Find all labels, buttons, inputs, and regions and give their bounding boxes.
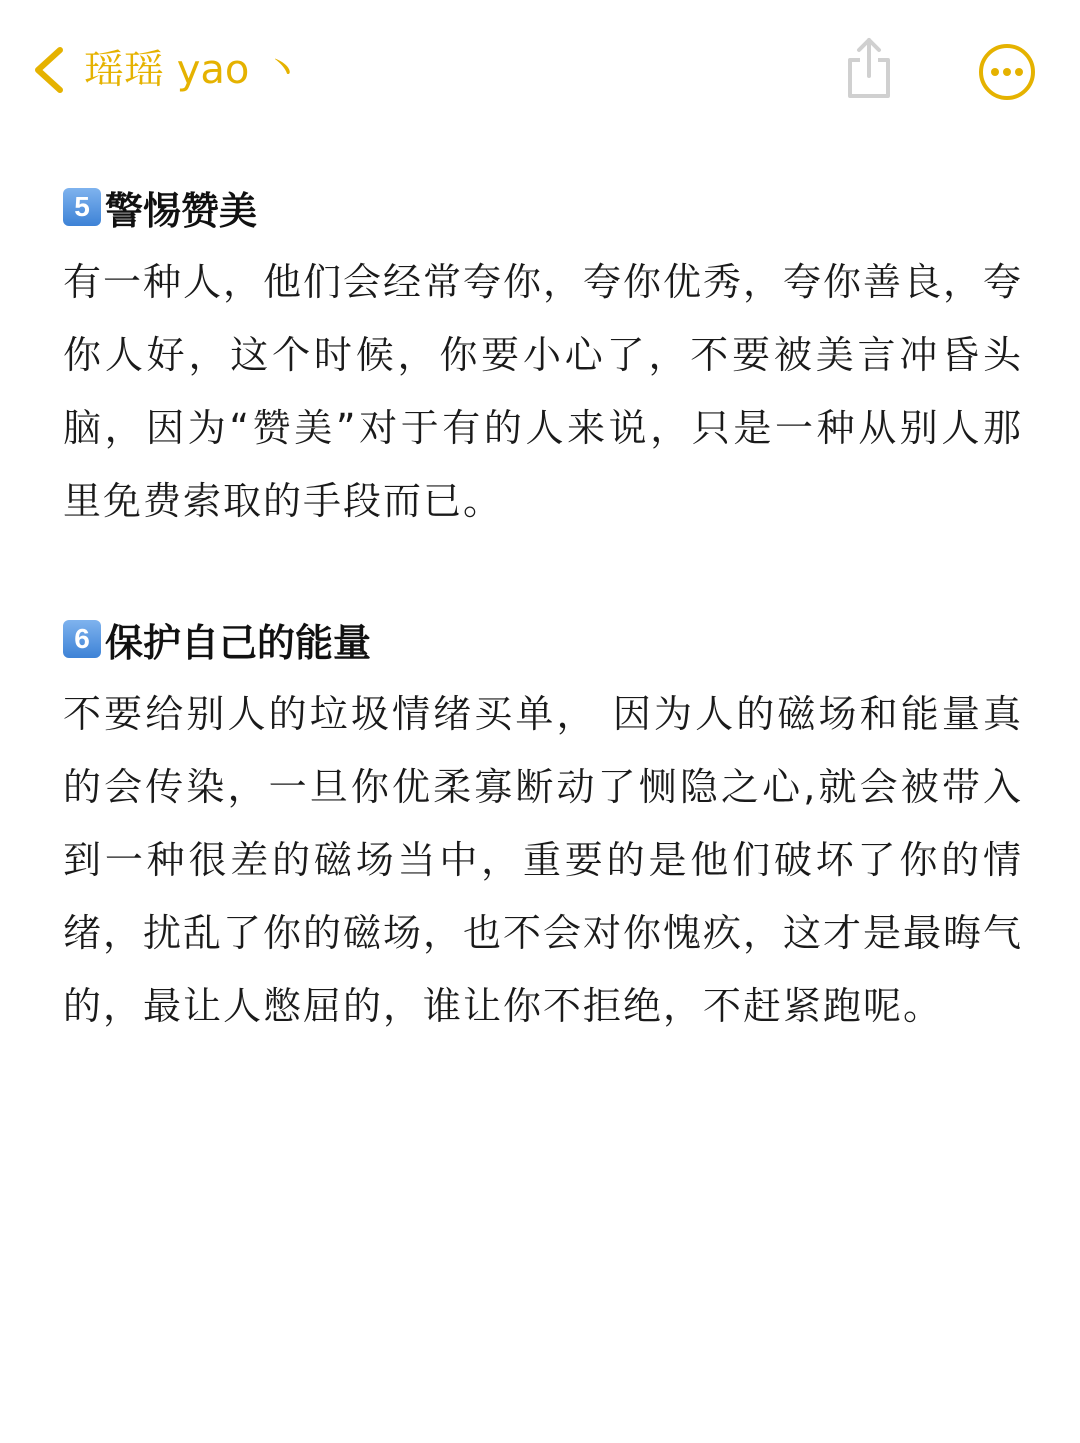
section-heading xyxy=(63,608,1023,670)
number-badge: 5 xyxy=(63,188,101,226)
section-5 xyxy=(63,176,1023,538)
ellipsis-circle-icon xyxy=(977,42,1037,102)
note-content xyxy=(63,176,1023,1043)
section-body: 有一种人，他们会经常夸你，夸你优秀，夸你善良，夸你人好，这个时候，你要小心了，不要被美言冲昏头脑，因为“赞美”对于有的人来说，只是一种从别人那里免费索取的手段而已。 xyxy=(63,260,1024,523)
section-6 xyxy=(63,608,1023,1043)
section-body: 不要给别人的垃圾情绪买单， 因为人的磁场和能量真的会传染，一旦你优柔寡断动了恻隐之心,就会被带入到一种很差的磁场当中，重要的是他们破坏了你的情绪，扰乱了你的磁场，也不会对你愧疚，这才是最晦气的，最让人憋屈的，谁让你不拒绝，不赶紧跑呢。 xyxy=(63,692,1024,1028)
folder-title[interactable]: 瑶瑶 yao 丶 xyxy=(84,47,303,93)
share-button[interactable] xyxy=(840,36,898,102)
navigation-bar xyxy=(0,0,1080,140)
section-title: 警惕赞美 xyxy=(105,188,258,233)
section-title: 保护自己的能量 xyxy=(105,620,372,665)
section-heading xyxy=(63,176,1023,238)
chevron-left-icon xyxy=(28,44,72,96)
back-button[interactable] xyxy=(28,44,72,96)
more-button[interactable] xyxy=(977,42,1037,102)
share-icon xyxy=(840,36,898,102)
number-badge: 6 xyxy=(63,620,101,658)
